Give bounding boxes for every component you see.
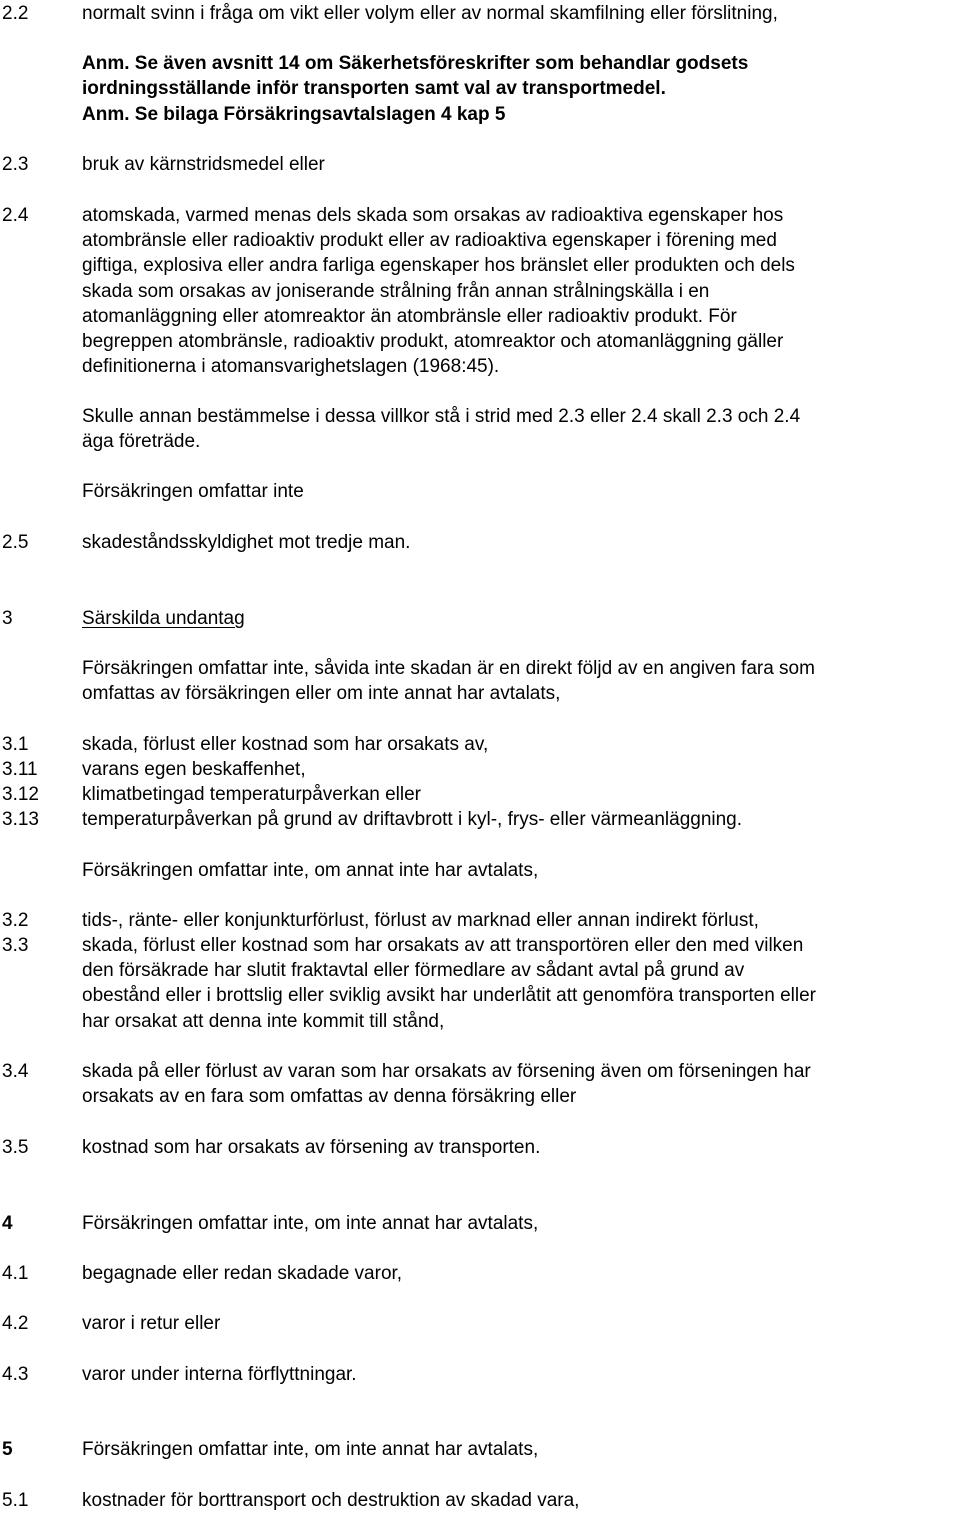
clause-text: skada, förlust eller kostnad som har orsakats av att transportören eller den med vilken: [82, 935, 804, 956]
clause-number: 4.2: [2, 1313, 29, 1334]
section-title: Särskilda undantag: [82, 608, 245, 629]
clause-text: begagnade eller redan skadade varor,: [82, 1263, 403, 1284]
note-line: Anm. Se bilaga Försäkringsavtalslagen 4 kap 5: [82, 104, 506, 125]
clause-text: atombränsle eller radioaktiv produkt eller av radioaktiva egenskaper i förening med: [82, 230, 777, 252]
clause-number: 4.1: [2, 1263, 29, 1284]
clause-text: varans egen beskaffenhet,: [82, 759, 306, 780]
clause-number: 3.12: [2, 784, 39, 805]
section-number: 4: [2, 1213, 13, 1234]
clause-number: 2.2: [2, 3, 29, 24]
section-title: Försäkringen omfattar inte, om inte annat har avtalats,: [82, 1439, 539, 1460]
clause-text: skada, förlust eller kostnad som har orsakats av,: [82, 734, 489, 755]
clause-text: skadeståndsskyldighet mot tredje man.: [82, 532, 411, 553]
section-number: 5: [2, 1439, 13, 1460]
clause-text: atomskada, varmed menas dels skada som orsakas av radioaktiva egenskaper hos: [82, 205, 784, 226]
clause-number: 3.11: [2, 759, 38, 780]
clause-text: kostnader för borttransport och destruktion av skadad vara,: [82, 1490, 580, 1511]
clause-text: tids-, ränte- eller konjunkturförlust, förlust av marknad eller annan indirekt förlust,: [82, 910, 759, 931]
clause-text: orsakats av en fara som omfattas av denna försäkring eller: [82, 1086, 577, 1108]
clause-text: definitionerna i atomansvarighetslagen (1968:45).: [82, 356, 500, 378]
clause-text: bruk av kärnstridsmedel eller: [82, 154, 325, 175]
clause-text: varor under interna förflyttningar.: [82, 1364, 357, 1385]
clause-number: 2.3: [2, 154, 29, 175]
clause-text: kostnad som har orsakats av försening av transporten.: [82, 1137, 541, 1158]
paragraph-line: Försäkringen omfattar inte, om annat inte har avtalats,: [82, 860, 539, 881]
clause-number: 3.3: [2, 935, 29, 956]
clause-text: obestånd eller i brottslig eller sviklig avsikt har underlåtit att genomföra transporten eller: [82, 985, 816, 1007]
note-line: iordningsställande inför transporten samt val av transportmedel.: [82, 78, 666, 100]
clause-text: har orsakat att denna inte kommit till stånd,: [82, 1010, 445, 1032]
clause-number: 2.4: [2, 205, 29, 226]
clause-text: giftiga, explosiva eller andra farliga egenskaper hos bränslet eller produkten och dels: [82, 255, 795, 277]
clause-number: 4.3: [2, 1364, 29, 1385]
clause-text: klimatbetingad temperaturpåverkan eller: [82, 784, 422, 805]
clause-text: temperaturpåverkan på grund av driftavbrott i kyl-, frys- eller värmeanläggning.: [82, 809, 743, 830]
clause-number: 3.4: [2, 1061, 29, 1082]
clause-text: den försäkrade har slutit fraktavtal eller förmedlare av sådant avtal på grund av: [82, 960, 745, 982]
section-title: Försäkringen omfattar inte, om inte annat har avtalats,: [82, 1213, 539, 1234]
clause-text: varor i retur eller: [82, 1313, 221, 1334]
clause-text: atomanläggning eller atomreaktor än atombränsle eller radioaktiv produkt. För: [82, 305, 737, 327]
paragraph-line: Försäkringen omfattar inte, såvida inte skadan är en direkt följd av en angiven fara som: [82, 658, 815, 679]
clause-number: 3.13: [2, 809, 39, 830]
clause-number: 3.2: [2, 910, 29, 931]
paragraph-line: Skulle annan bestämmelse i dessa villkor stå i strid med 2.3 eller 2.4 skall 2.3 och 2.4: [82, 406, 801, 427]
clause-number: 3.1: [2, 734, 29, 755]
paragraph-line: äga företräde.: [82, 431, 201, 453]
clause-text: skada som orsakas av joniserande strålning från annan strålningskälla i en: [82, 280, 710, 302]
section-number: 3: [2, 608, 13, 629]
clause-number: 3.5: [2, 1137, 29, 1158]
note-line: Anm. Se även avsnitt 14 om Säkerhetsföreskrifter som behandlar godsets: [82, 53, 749, 74]
paragraph-line: Försäkringen omfattar inte: [82, 481, 304, 502]
clause-text: normalt svinn i fråga om vikt eller volym eller av normal skamfilning eller förslitning,: [82, 3, 778, 24]
paragraph-line: omfattas av försäkringen eller om inte annat har avtalats,: [82, 683, 561, 705]
clause-number: 2.5: [2, 532, 29, 553]
clause-text: skada på eller förlust av varan som har orsakats av försening även om förseningen har: [82, 1061, 811, 1082]
clause-text: begreppen atombränsle, radioaktiv produkt, atomreaktor och atomanläggning gäller: [82, 331, 784, 353]
clause-number: 5.1: [2, 1490, 29, 1511]
